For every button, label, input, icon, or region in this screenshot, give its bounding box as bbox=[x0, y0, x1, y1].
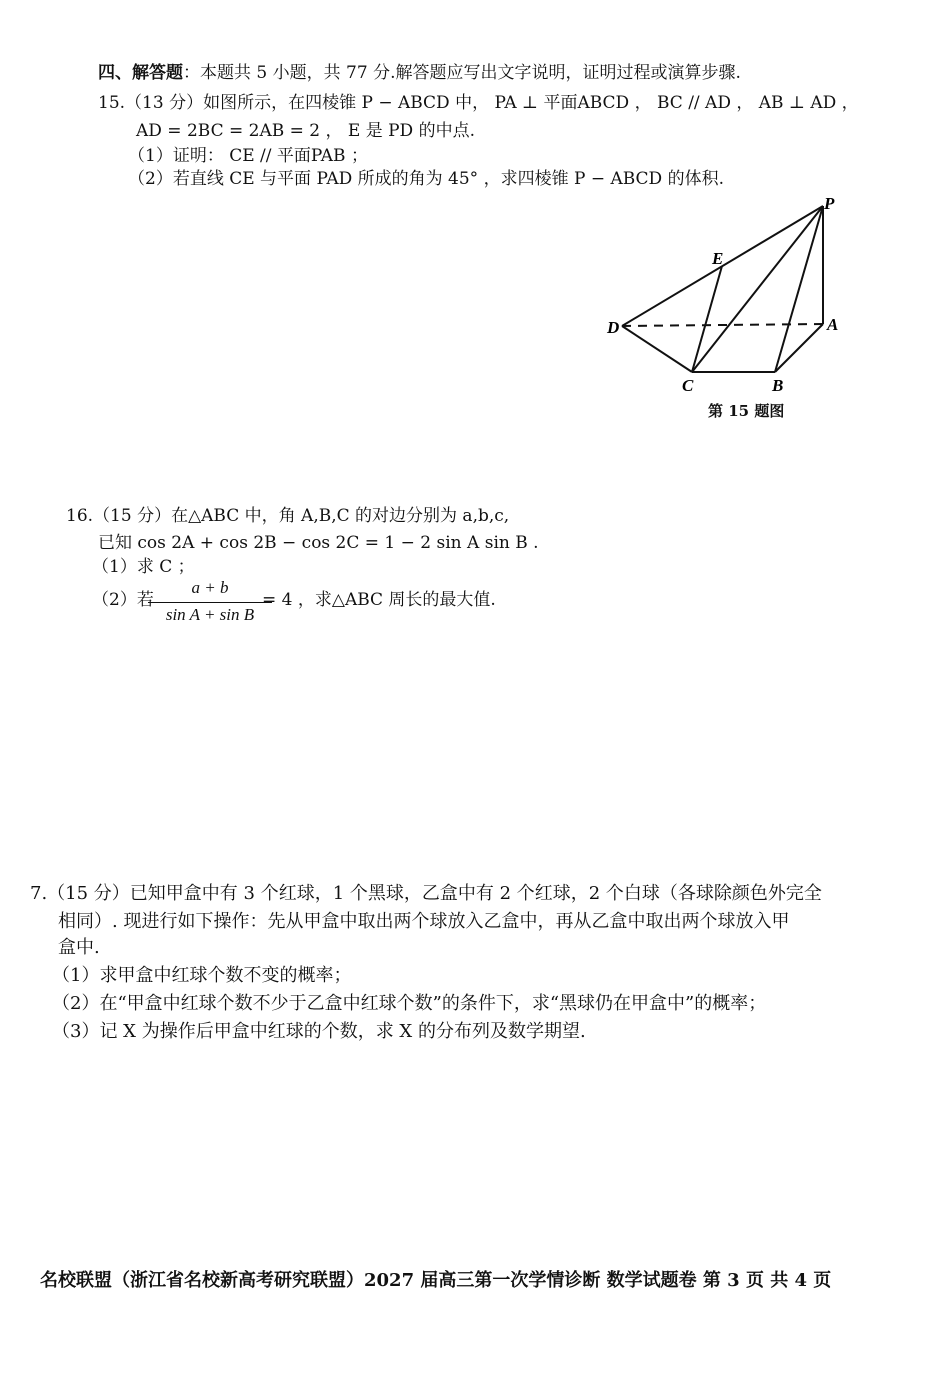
figure-caption: 第 15 题图 bbox=[708, 402, 785, 420]
label-b: B bbox=[772, 376, 784, 395]
q15-part2: （2）若直线 CE 与平面 PAD 所成的角为 45° ，求四棱锥 P − ABCD 的体积. bbox=[128, 169, 724, 189]
edge-da-hidden bbox=[622, 324, 823, 326]
section-intro: ：本题共 5 小题，共 77 分.解答题应写出文字说明，证明过程或演算步骤. bbox=[183, 63, 741, 83]
q15-part1: （1）证明： CE // 平面PAB ； bbox=[128, 146, 368, 166]
q16-fraction bbox=[148, 578, 272, 630]
edge-cp bbox=[692, 206, 823, 372]
q15-line2: AD = 2BC = 2AB = 2 ， E 是 PD 的中点. bbox=[136, 121, 475, 141]
section-title: 四、解答题 bbox=[98, 63, 183, 83]
label-p: P bbox=[824, 195, 835, 213]
label-d: D bbox=[607, 318, 620, 337]
fraction-numerator: a + b bbox=[191, 578, 229, 597]
q17-line2: 相同）. 现进行如下操作：先从甲盒中取出两个球放入乙盒中，再从乙盒中取出两个球放入甲 bbox=[58, 911, 790, 932]
q17-part2: （2）在“甲盒中红球个数不少于乙盒中红球个数”的条件下，求“黑球仍在甲盒中”的概率； bbox=[52, 993, 767, 1014]
q16-part2-prefix: （2）若 bbox=[92, 590, 154, 610]
fraction-denominator: sin A + sin B bbox=[165, 605, 255, 624]
q17-line1: 7.（15 分）已知甲盒中有 3 个红球，1 个黑球，乙盒中有 2 个红球，2 个白球（各球除颜色外完全 bbox=[30, 883, 822, 904]
q16-part1: （1）求 C ； bbox=[92, 557, 195, 577]
q17-line3: 盒中. bbox=[58, 937, 100, 958]
q17-part3: （3）记 X 为操作后甲盒中红球的个数，求 X 的分布列及数学期望. bbox=[52, 1021, 586, 1042]
q15-pyramid-figure bbox=[600, 195, 860, 395]
section-header bbox=[98, 62, 741, 84]
fraction-bar bbox=[148, 602, 272, 603]
q17-part1: （1）求甲盒中红球个数不变的概率； bbox=[52, 965, 352, 986]
label-a: A bbox=[827, 315, 839, 334]
page-footer: 名校联盟（浙江省名校新高考研究联盟）2027 届高三第一次学情诊断 数学试题卷 第 3 页 共 4 页 bbox=[40, 1270, 832, 1291]
q16-line1: 16.（15 分）在△ABC 中，角 A,B,C 的对边分别为 a,b,c, bbox=[66, 506, 510, 526]
q15-line1: 15.（13 分）如图所示，在四棱锥 P − ABCD 中， PA ⊥ 平面ABCD ， BC // AD ， AB ⊥ AD ， bbox=[98, 93, 859, 113]
q16-part2-suffix: = 4 ，求△ABC 周长的最大值. bbox=[262, 590, 496, 610]
label-e: E bbox=[712, 249, 724, 268]
q16-line2: 已知 cos 2A + cos 2B − cos 2C = 1 − 2 sin A sin B . bbox=[98, 533, 539, 553]
edge-dc bbox=[622, 326, 692, 372]
label-c: C bbox=[682, 376, 694, 395]
